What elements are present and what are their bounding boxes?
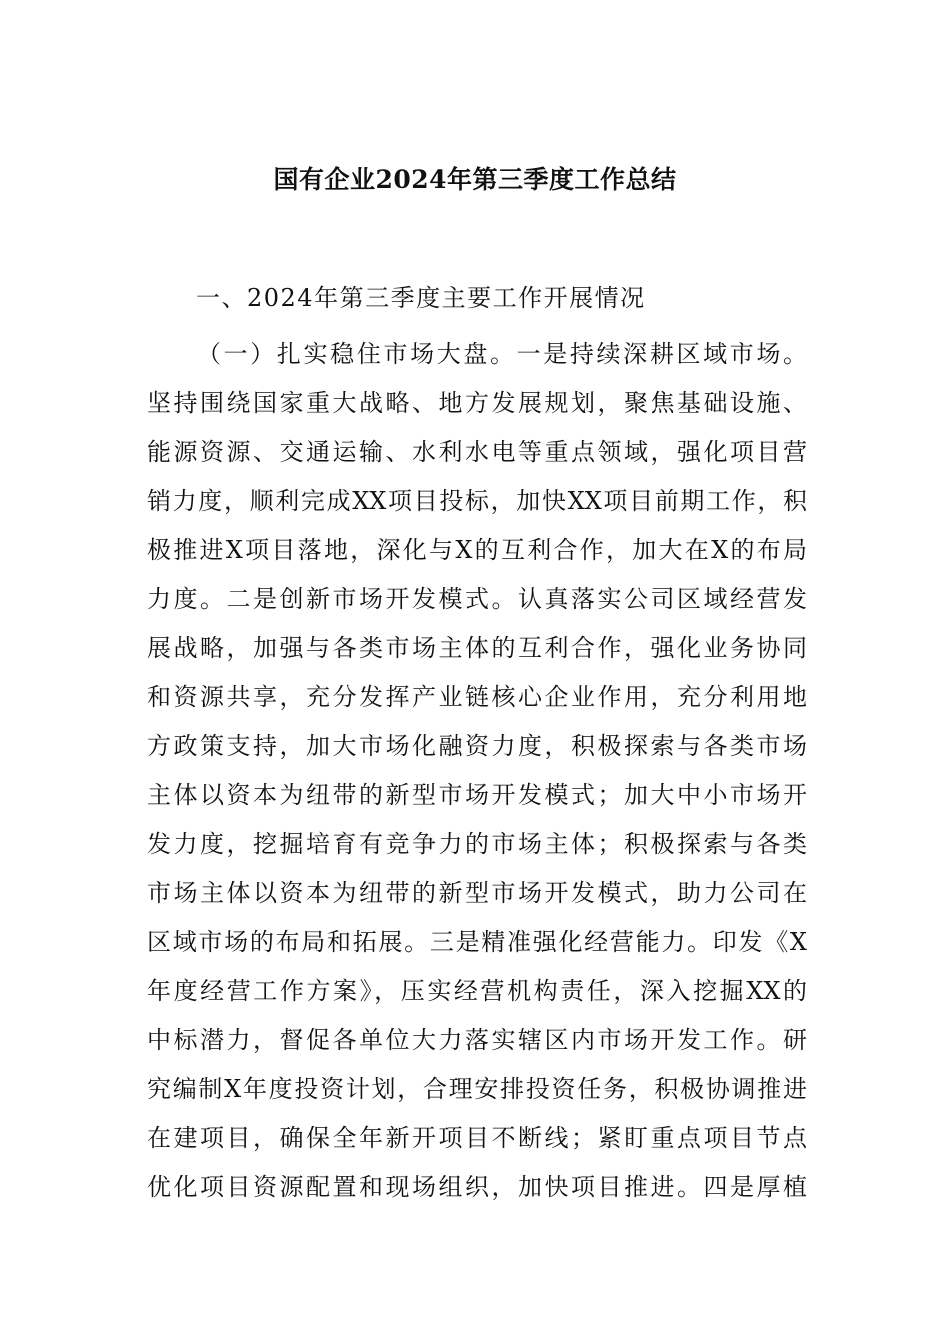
paragraph-line: 市场主体以资本为纽带的新型市场开发模式，助力公司在: [147, 879, 807, 907]
paragraph-line: 坚持围绕国家重大战略、地方发展规划，聚焦基础设施、: [147, 389, 807, 417]
body-paragraph: [147, 330, 807, 1212]
paragraph-line: 区域市场的布局和拓展。三是精准强化经营能力。印发《X: [147, 928, 807, 956]
paragraph-line: 优化项目资源配置和现场组织，加快项目推进。四是厚植: [147, 1173, 807, 1201]
paragraph-line: 极推进X项目落地，深化与X的互利合作，加大在X的布局: [147, 536, 807, 564]
paragraph-line: 主体以资本为纽带的新型市场开发模式；加大中小市场开: [147, 781, 807, 809]
document-title: 国有企业2024年第三季度工作总结: [273, 165, 677, 194]
paragraph-line: 和资源共享，充分发挥产业链核心企业作用，充分利用地: [147, 683, 807, 711]
paragraph-line: 方政策支持，加大市场化融资力度，积极探索与各类市场: [147, 732, 807, 760]
paragraph-line: （一）扎实稳住市场大盘。一是持续深耕区域市场。: [197, 340, 807, 368]
paragraph-line: 力度。二是创新市场开发模式。认真落实公司区域经营发: [147, 585, 807, 613]
paragraph-line: 中标潜力，督促各单位大力落实辖区内市场开发工作。研: [147, 1026, 807, 1054]
paragraph-line: 究编制X年度投资计划，合理安排投资任务，积极协调推进: [147, 1075, 807, 1103]
paragraph-line: 发力度，挖掘培育有竞争力的市场主体；积极探索与各类: [147, 830, 807, 858]
paragraph-line: 能源资源、交通运输、水利水电等重点领域，强化项目营: [147, 438, 807, 466]
paragraph-line: 销力度，顺利完成XX项目投标，加快XX项目前期工作，积: [147, 487, 807, 515]
paragraph-line: 在建项目，确保全年新开项目不断线；紧盯重点项目节点: [147, 1124, 807, 1152]
paragraph-line: 展战略，加强与各类市场主体的互利合作，强化业务协同: [147, 634, 807, 662]
paragraph-line: 年度经营工作方案》，压实经营机构责任，深入挖掘XX的: [147, 977, 807, 1005]
section-heading: 一、2024年第三季度主要工作开展情况: [196, 284, 646, 312]
